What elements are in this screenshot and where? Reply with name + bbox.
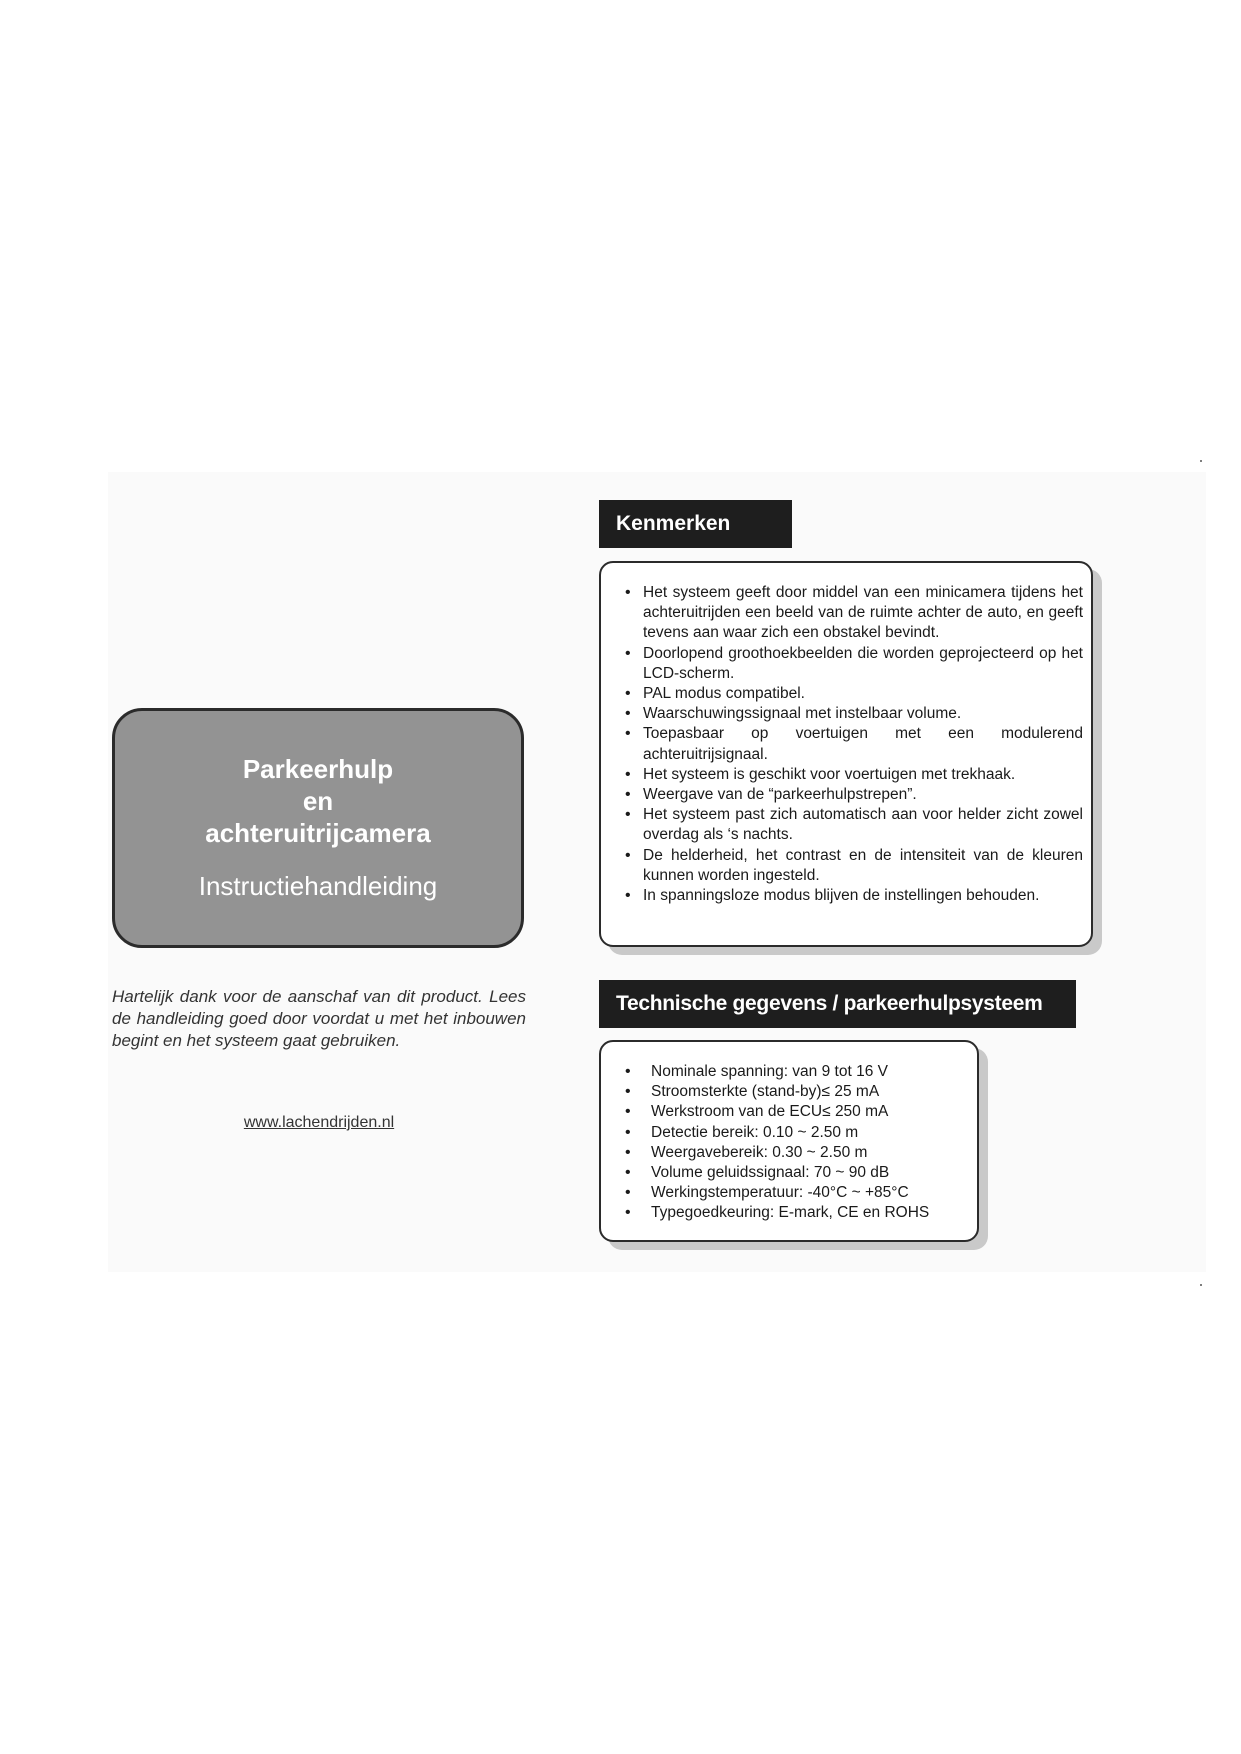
features-heading-label: Kenmerken (616, 512, 731, 535)
spec-item: • Typegoedkeuring: E-mark, CE en ROHS (625, 1203, 969, 1223)
spec-item: • Weergavebereik: 0.30 ~ 2.50 m (625, 1143, 969, 1163)
feature-item: • Doorlopend groothoekbeelden die worden geprojecteerd op het LCD-scherm. (625, 644, 1083, 684)
feature-item: • Waarschuwingssignaal met instelbaar volume. (625, 704, 1083, 724)
spec-item: • Nominale spanning: van 9 tot 16 V (625, 1062, 969, 1082)
scan-dot (1200, 460, 1202, 462)
specs-box (599, 1040, 979, 1242)
feature-item: • Het systeem is geschikt voor voertuigen met trekhaak. (625, 765, 1083, 785)
features-list (625, 583, 1083, 906)
spec-item: • Stroomsterkte (stand-by)≤ 25 mA (625, 1082, 969, 1102)
scan-dot (1200, 1284, 1202, 1286)
spec-item: • Volume geluidssignaal: 70 ~ 90 dB (625, 1163, 969, 1183)
specs-heading-label: Technische gegevens / parkeerhulpsysteem (616, 992, 1043, 1015)
spec-item: • Detectie bereik: 0.10 ~ 2.50 m (625, 1123, 969, 1143)
thank-you-text: Hartelijk dank voor de aanschaf van dit product. Lees de handleiding goed door voordat u met het inbouwen begint en het systeem gaat gebruiken. (112, 987, 526, 1050)
feature-item: • Het systeem geeft door middel van een minicamera tijdens het achteruitrijden een beeld van de ruimte achter de auto, en geeft tevens aan waar zich een obstakel bevindt. (625, 583, 1083, 644)
spec-item: • Werkstroom van de ECU≤ 250 mA (625, 1102, 969, 1122)
feature-item: • Het systeem past zich automatisch aan voor helder zicht zowel overdag als ‘s nachts. (625, 805, 1083, 845)
features-heading (599, 500, 792, 548)
cover-title-line: Parkeerhulp (242, 754, 394, 784)
website-link[interactable]: www.lachendrijden.nl (243, 1114, 395, 1131)
features-box (599, 561, 1093, 947)
cover-title-line: achteruitrijcamera (205, 818, 431, 848)
feature-item: • Toepasbaar op voertuigen met een modulerend achteruitrijsignaal. (625, 724, 1083, 764)
cover-title (115, 753, 521, 849)
feature-item: • Weergave van de “parkeerhulpstrepen”. (625, 785, 1083, 805)
feature-item: • PAL modus compatibel. (625, 684, 1083, 704)
cover-title-line: en (302, 786, 334, 816)
spec-item: • Werkingstemperatuur: -40°C ~ +85°C (625, 1183, 969, 1203)
feature-item: • De helderheid, het contrast en de intensiteit van de kleuren kunnen worden ingesteld. (625, 846, 1083, 886)
feature-item: • In spanningsloze modus blijven de instellingen behouden. (625, 886, 1083, 906)
specs-heading (599, 980, 1076, 1028)
cover-box (112, 708, 524, 948)
cover-subtitle: Instructiehandleiding (198, 871, 438, 901)
specs-list (625, 1062, 969, 1224)
